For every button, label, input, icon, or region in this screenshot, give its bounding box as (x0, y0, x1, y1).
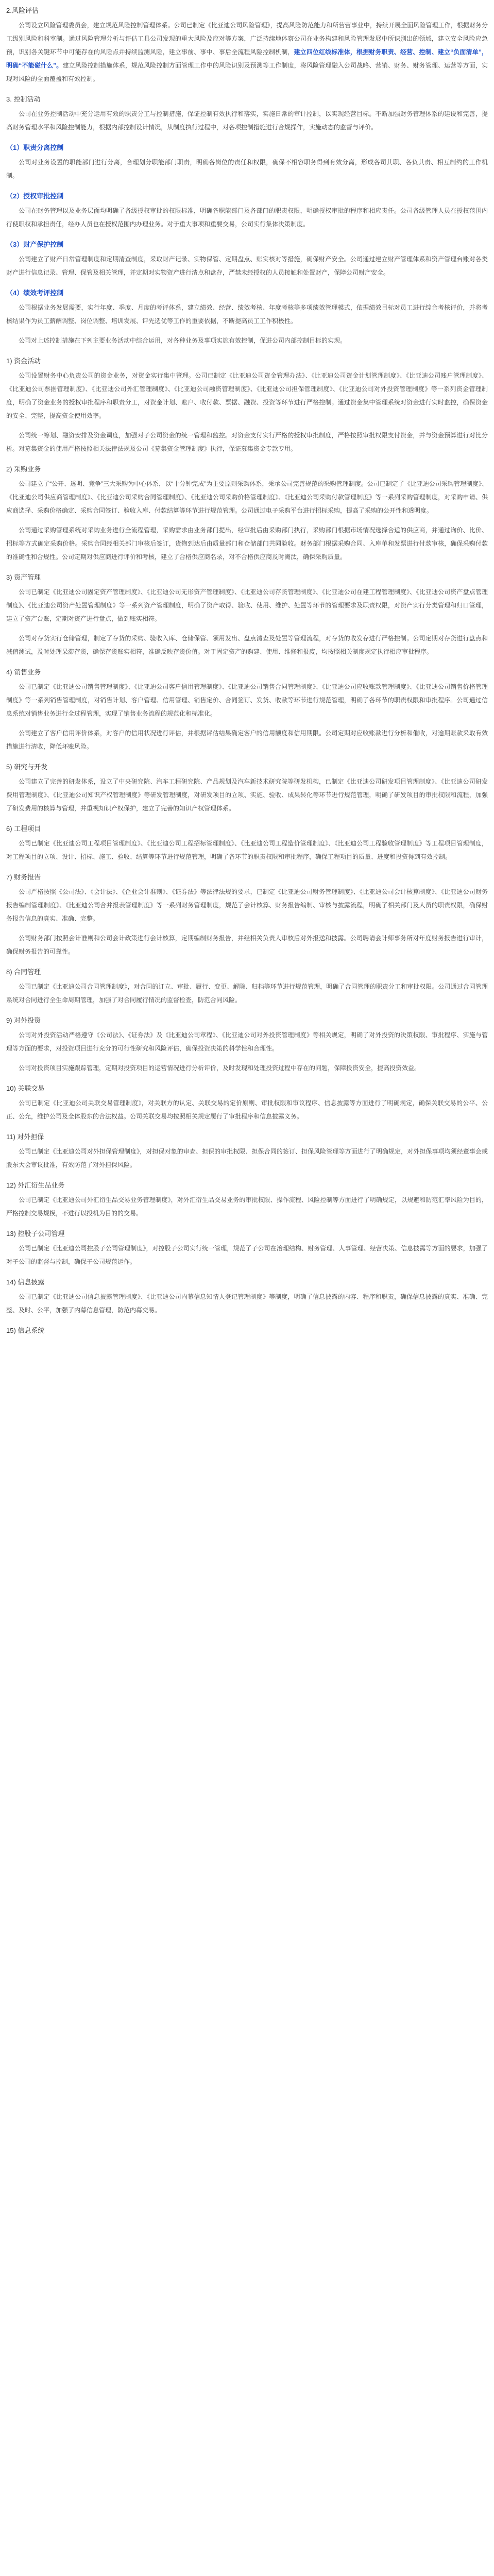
paragraph (6, 1193, 488, 1220)
paragraph (6, 429, 488, 455)
section-heading: 12) 外汇衍生品业务 (6, 1181, 65, 1189)
paragraph-text: 公司已制定《比亚迪公司工程项目管理制度》、《比亚迪公司工程招标管理制度》、《比亚迪公司工程造价管理制度》、《比亚迪公司工程验收管理制度》等工程项目管理制度，对工程项目的立项、设计、招标、施工、验收、结算等环节进行规范管理，明确了各环节的职责权限和审批程序，确保工程项目的质量、进度和投资得到有效控制。 (6, 840, 488, 860)
subsection-heading: （3）财产保护控制 (6, 241, 64, 248)
paragraph (6, 523, 488, 564)
paragraph (6, 301, 488, 328)
section-heading: 1) 资金活动 (6, 357, 41, 365)
paragraph-text: 公司对外投资活动严格遵守《公司法》、《证券法》及《比亚迪公司章程》、《比亚迪公司对外投资管理制度》等相关规定，明确了对外投资的决策权限、审批程序、实施与管理等方面的要求，对投资项目进行充分的可行性研究和风险评估，确保投资决策的科学性和合理性。 (6, 1031, 488, 1052)
paragraph-text: 公司统一筹划、融资安排及资金调度，加强对子公司资金的统一管理和监控。对资金支付实行严格的授权审批制度，严格按照审批权限支付资金，并与资金预算进行对比分析。对募集资金的使用严格按照相关法律法规及公司《募集资金管理制度》执行，保证募集资金专款专用。 (6, 432, 488, 452)
paragraph-text: 公司设置财务中心负责公司的资金业务，对资金实行集中管理。公司已制定《比亚迪公司资金管理办法》、《比亚迪公司资金计划管理制度》、《比亚迪公司账户管理制度》、《比亚迪公司票据管理制度》、《比亚迪公司外汇管理制度》、《比亚迪公司融资管理制度》、《比亚迪公司担保管理制度》、《比亚迪公司对外投资管理制度》等一系列资金管理制度，明确了资金业务的授权审批程序和职责分工，对资金计划、账户、收付款、票据、融资、投资等环节进行严格控制。通过资金集中管理系统对资金进行实时监控，确保资金的安全、完整，提高资金使用效率。 (6, 372, 488, 419)
section-heading: 3) 资产管理 (6, 573, 41, 581)
section-heading: 10) 关联交易 (6, 1084, 45, 1092)
paragraph-text: 公司已制定《比亚迪公司固定资产管理制度》、《比亚迪公司无形资产管理制度》、《比亚迪公司存货管理制度》、《比亚迪公司在建工程管理制度》、《比亚迪公司资产盘点管理制度》、《比亚迪公司资产处置管理制度》等一系列资产管理制度，明确了资产取得、验收、使用、维护、处置等环节的管理要求及职责权限，对资产实行分类管理和归口管理，建立了资产台账，定期对资产进行盘点，做到账实相符。 (6, 588, 488, 622)
paragraph (6, 680, 488, 720)
section-heading: 3. 控制活动 (6, 95, 41, 103)
section-heading: 8) 合同管理 (6, 968, 41, 976)
paragraph-text: 公司建立了完善的研发体系，设立了中央研究院、汽车工程研究院、产品规划及汽车新技术研究院等研发机构，已制定《比亚迪公司研发项目管理制度》、《比亚迪公司研发费用管理制度》、《比亚迪公司知识产权管理制度》等研发管理制度，对研发项目的立项、实施、验收、成果转化等环节进行规范管理，明确了研发项目的审批权限和流程，加强了研发费用的核算与管理，并重视知识产权保护，建立了完善的知识产权管理体系。 (6, 778, 488, 812)
paragraph-text: 公司严格按照《公司法》、《会计法》、《企业会计准则》、《证券法》等法律法规的要求，已制定《比亚迪公司财务管理制度》、《比亚迪公司会计核算制度》、《比亚迪公司财务报告编制管理制度》、《比亚迪公司合并报表管理制度》等一系列财务管理制度，规范了会计核算、财务报告编制、审核与披露流程，明确了相关部门及人员的职责权限，确保财务报告信息的真实、准确、完整。 (6, 888, 488, 922)
paragraph (6, 334, 488, 347)
paragraph-text: 公司已制定《比亚迪公司销售管理制度》、《比亚迪公司客户信用管理制度》、《比亚迪公司销售合同管理制度》、《比亚迪公司应收账款管理制度》、《比亚迪公司销售价格管理制度》等一系列销售管理制度，对销售计划、客户管理、信用管理、销售定价、合同签订、发货、收款等环节进行规范管理，明确了各环节的职责权限和审批程序。公司通过信息系统对销售业务进行全过程管理，实现了销售业务流程的规范化和标准化。 (6, 683, 488, 717)
section-heading: 2) 采购业务 (6, 465, 41, 473)
section-heading: 6) 工程项目 (6, 825, 41, 833)
paragraph (6, 477, 488, 517)
paragraph-text: 公司建立了客户信用评价体系，对客户的信用状况进行评估，并根据评估结果确定客户的信用额度和信用期限。公司定期对应收账款进行分析和催收，对逾期账款采取有效措施进行清收，降低坏账风险。 (6, 730, 488, 750)
paragraph-text: 公司对业务设置的职能部门进行分离，合理划分职能部门职责，明确各岗位的责任和权限，确保不相容职务得到有效分离，形成各司其职、各负其责、相互制约的工作机制。 (6, 159, 488, 179)
paragraph (6, 837, 488, 863)
paragraph (6, 156, 488, 182)
report-body (6, 0, 488, 1338)
paragraph (6, 252, 488, 279)
paragraph-text: 公司建立了“公开、透明、竞争”三大采购为中心体系，以“十分钟完成”为主要原则采购体系，秉承公司完善规范的采购管理制度。公司已制定了《比亚迪公司采购管理制度》、《比亚迪公司供应商管理制度》、《比亚迪公司采购合同管理制度》、《比亚迪公司采购价格管理制度》、《比亚迪公司采购付款管理制度》等一系列采购管理制度，对采购申请、供应商选择、采购价格确定、采购合同签订、验收入库、付款结算等环节进行规范管理。公司通过电子采购平台进行招标采购，提高了采购的公开性和透明度。 (6, 480, 488, 514)
section-heading: 15) 信息系统 (6, 1327, 45, 1334)
paragraph (6, 585, 488, 625)
section-heading: 2.风险评估 (6, 7, 39, 14)
paragraph (6, 931, 488, 958)
paragraph (6, 1242, 488, 1268)
paragraph (6, 1028, 488, 1055)
paragraph (6, 204, 488, 231)
paragraph (6, 369, 488, 422)
paragraph-text: 公司根据业务发展需要，实行年度、季度、月度的考评体系，建立绩效、经营、绩效考核、年度考核等多项绩效管理模式，依据绩效目标对员工进行综合考核评价，并将考核结果作为员工薪酬调整、岗位调整、培训发展、评先选优等工作的重要依据，不断提高员工工作积极性。 (6, 304, 488, 325)
paragraph (6, 885, 488, 925)
paragraph-text: 公司通过采购管理系统对采购业务进行全流程管理，采购需求由业务部门提出，经审批后由采购部门执行，采购部门根据市场情况选择合适的供应商，并通过询价、比价、招标等方式确定采购价格。采购合同经相关部门审核后签订，货物到达后由质量部门和仓储部门共同验收。财务部门根据采购合同、入库单和发票进行付款审核，确保采购付款的准确性和合规性。公司定期对供应商进行评价和考核，建立了合格供应商名录，对不合格供应商及时淘汰，确保采购质量。 (6, 527, 488, 561)
section-heading: 9) 对外投资 (6, 1016, 41, 1024)
paragraph-text: 公司在业务控制活动中充分运用有效的职责分工与控制措施，保证控制有效执行和落实，实施日常的审计控制，以实现经营目标。不断加强财务管理体系的建设和完善，提高财务管理水平和风险控制能力，根据内部控制设计情况，从制度执行过程中，对各项控制措施进行合规操作，实施动态的监督与评价。 (6, 110, 488, 131)
paragraph-text: 公司已制定《比亚迪公司信息披露管理制度》、《比亚迪公司内幕信息知情人登记管理制度》等制度，明确了信息披露的内容、程序和职责，确保信息披露的真实、准确、完整、及时、公平，加强了内幕信息管理，防范内幕交易。 (6, 1293, 488, 1314)
paragraph (6, 1096, 488, 1123)
paragraph-text: 公司建立了财产日常管理制度和定期清查制度，采取财产记录、实物保管、定期盘点、账实核对等措施，确保财产安全。公司通过建立财产管理体系和资产管理台账对各类财产进行信息记录、管理、保管及相关管理，并定期对实物资产进行清点和盘存，严禁未经授权的人员接触和处置财产，保障公司财产安全。 (6, 256, 488, 276)
paragraph (6, 107, 488, 134)
paragraph-text: 公司对投资项目实施跟踪管理，定期对投资项目的运营情况进行分析评价，及时发现和处理投资过程中存在的问题，保障投资安全，提高投资效益。 (19, 1064, 421, 1072)
section-heading: 13) 控股子公司管理 (6, 1230, 65, 1238)
section-heading: 7) 财务报告 (6, 873, 41, 881)
paragraph (6, 980, 488, 1007)
subsection-heading: （4）绩效考评控制 (6, 289, 64, 297)
paragraph (6, 632, 488, 658)
paragraph (6, 1145, 488, 1172)
paragraph (6, 1290, 488, 1317)
paragraph (6, 1061, 488, 1075)
highlighted-text: 建立四位红线标准体，根据财务职责、经营、控制、建立“负面清单”，明确“不能碰什么”。 (6, 48, 488, 69)
paragraph-text: 公司已制定《比亚迪公司对外担保管理制度》，对担保对象的审查、担保的审批权限、担保合同的签订、担保风险管理等方面进行了明确规定，对外担保事项均须经董事会或股东大会审议批准，有效防范了对外担保风险。 (6, 1148, 488, 1168)
paragraph-text: 公司已制定《比亚迪公司合同管理制度》，对合同的订立、审批、履行、变更、解除、归档等环节进行规范管理，明确了合同管理的职责分工和审批权限。公司通过合同管理系统对合同进行全生命周期管理，加强了对合同履行情况的监督检查，防范合同风险。 (6, 983, 488, 1004)
section-heading: 4) 销售业务 (6, 668, 41, 676)
paragraph-text-tail: 建立风险控制措施体系，规范风险控制方面管理工作中的风险识别及预测等工作制度，将风险管理融入公司战略、营销、财务、财务管理、运营等方面，实现对风险的全面覆盖和有效控制。 (6, 62, 488, 82)
paragraph (6, 726, 488, 753)
section-heading: 5) 研究与开发 (6, 763, 48, 771)
paragraph-text: 公司财务部门按照会计准则和公司会计政策进行会计核算，定期编制财务报告，并经相关负责人审核后对外报送和披露。公司聘请会计师事务所对年度财务报告进行审计，确保财务报告的可靠性。 (6, 935, 488, 955)
section-heading: 11) 对外担保 (6, 1133, 44, 1141)
paragraph (6, 775, 488, 815)
paragraph (6, 19, 488, 86)
paragraph-text: 公司已制定《比亚迪公司控股子公司管理制度》，对控股子公司实行统一管理，规范了子公司在治理结构、财务管理、人事管理、经营决策、信息披露等方面的要求，加强了对子公司的监督与控制，确保子公司规范运作。 (6, 1245, 488, 1265)
subsection-heading: （1）职责分离控制 (6, 144, 64, 151)
subsection-heading: （2）授权审批控制 (6, 192, 64, 200)
paragraph-text: 公司在财务管理以及业务层面均明确了各级授权审批的权限标准，明确各职能部门及各部门的职责权限，明确授权审批的程序和相应责任。公司各级管理人员在授权范围内行使职权和承担责任，经办人员也在授权范围内办理业务。对于重大事项和重要交易，公司实行集体决策制度。 (6, 207, 488, 228)
paragraph-text: 公司对上述控制措施在下列主要业务活动中综合运用，对各种业务及事项实施有效控制，促进公司内部控制目标的实现。 (19, 337, 347, 344)
paragraph-text: 公司对存货实行仓储管理，制定了存货的采购、验收入库、仓储保管、领用发出、盘点清查及处置等管理流程，对存货的收发存进行严格控制。公司定期对存货进行盘点和减值测试，及时处理呆滞存货，确保存货账实相符，准确反映存货价值。对于固定资产的购建、使用、维修和报废，均按照相关制度规定执行相应审批程序。 (6, 635, 488, 655)
paragraph-text: 公司已制定《比亚迪公司外汇衍生品交易业务管理制度》，对外汇衍生品交易业务的审批权限、操作流程、风险控制等方面进行了明确规定，以规避和防范汇率风险为目的，严格控制交易规模，不进行以投机为目的的交易。 (6, 1196, 488, 1217)
section-heading: 14) 信息披露 (6, 1278, 45, 1286)
paragraph-text: 公司设立风险管理委员会，建立规范风险控制管理体系。公司已制定《比亚迪公司风险管理》，提高风险防范能力和所营营事业中，持续开展全面风险管理工作，根据财务分工级别风险和科室制。通过风险管理分析与评估工具公司发现的重大风险及应对等方案，广泛持续地体察公司在业务构建和风险管理发展中所识别出的领域，建立安全风险应急预，识别各关键环节中可能存在的风险点并持续监测风险，建立事前、事中、事后全流程风险控制机制， (6, 22, 488, 56)
paragraph-text: 公司已制定《比亚迪公司关联交易管理制度》，对关联方的认定、关联交易的定价原则、审批权限和审议程序、信息披露等方面进行了明确规定，确保关联交易的公平、公正、公允，维护公司及全体股东的合法权益。公司关联交易均按照相关规定履行了审批程序和信息披露义务。 (6, 1099, 488, 1120)
